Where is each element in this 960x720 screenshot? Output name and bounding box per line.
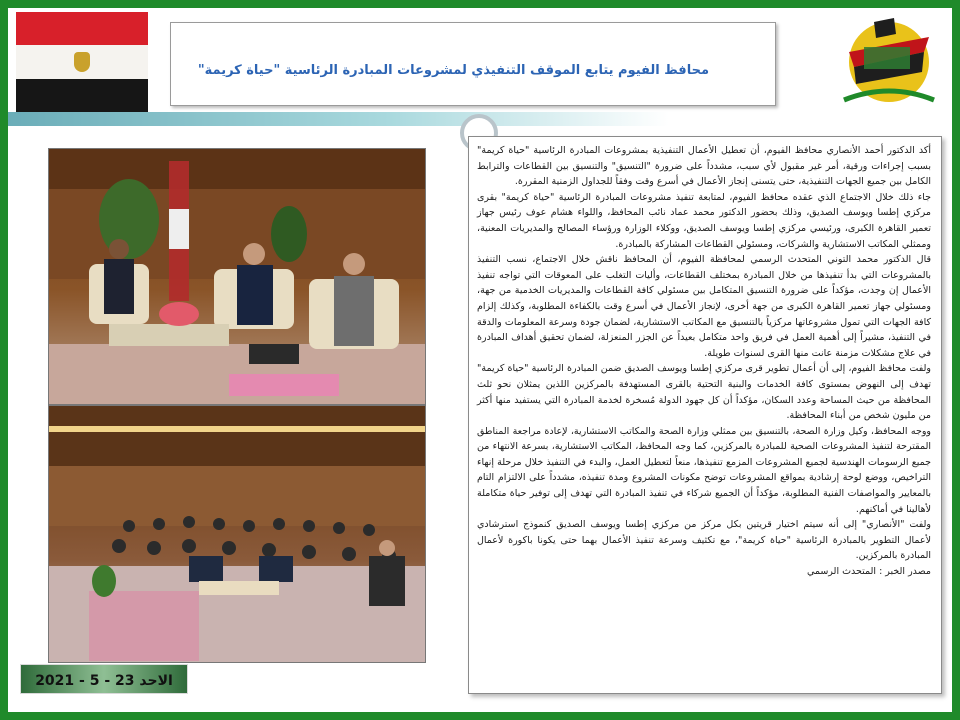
article-paragraph: ولفت "الأنصاري" إلى أنه سيتم اختيار قريتين بكل مركز من مركزي إطسا ويوسف الصديق كنموذج استرشادي لأعمال التطوير بالمبادرة الرئاسية "حياة كريمة"، مع تكثيف وسرعة تنفيذ الأعمال بهما حتى يكونا باكورة لأعمال المبادرة بالمركزين. [477, 519, 931, 562]
page-frame [8, 8, 952, 712]
audience-scene-icon [49, 406, 425, 662]
date-text: الاحد 23 - 5 - 2021 [35, 673, 173, 689]
article-source: مصدر الخبر : المتحدث الرسمي [806, 566, 931, 578]
audience-photo [48, 405, 426, 663]
meeting-photo [48, 148, 426, 405]
header [8, 8, 952, 126]
page-title: محافظ الفيوم يتابع الموقف التنفيذي لمشروعات المبادرة الرئاسية "حياة كريمة" [197, 63, 709, 78]
date-badge [20, 664, 188, 694]
fayoum-logo-icon [834, 12, 940, 112]
article-paragraph: جاء ذلك خلال الاجتماع الذي عقده محافظ الفيوم، لمتابعة تنفيذ مشروعات المبادرة الرئاسية "حياة كريمة" بقرى مركزي إطسا ويوسف الصديق، وذلك بحضور الدكتور محمد عماد نائب المحافظ، واللواء هشام عوف رئيس جهاز تعمير القاهرة الكبرى، ورئيسي مركزي إطسا ويوسف الصديق، ووكلاء الوزارة ورؤساء المصالح والمديريات المعنية، وممثلي المكاتب الاستشارية والشركات، ومسئولي القطاعات المشاركة بالمبادرة. [477, 191, 931, 250]
article-paragraph: قال الدكتور محمد التوني المتحدث الرسمي لمحافظة الفيوم، أن المحافظ ناقش خلال الاجتماع، نسب التنفيذ بالمشروعات التي بدأ تنفيذها من خلال المبادرة بمختلف القطاعات، وأليات التغلب على المعوقات التي تواجه تنفيذ الأعمال إن وجدت، مؤكداً على ضرورة التنسيق المتكامل بين مسئولي كافة القطاعات والمديريات الخدمية من جهة، ومسئولي جهاز تعمير القاهرة الكبرى من جهة أخرى، لإنجاز الأعمال في أسرع وقت بالكفاءة المطلوبة، وكذلك إلزام كافة الجهات التي تمول مشروعاتها مركزياً بالتنسيق مع المكاتب الاستشارية، لضمان جودة وسرعة المعلومات والدقة في التنفيذ، مشيراً إلى أهمية العمل في فريق واحد متكامل بعيداً عن الجزر المنعزلة، لضمان تحقيق أهداف المبادرة في علاج مشكلات مزمنة عانت منها القرى لسنوات طويلة. [477, 254, 931, 359]
article-body [468, 136, 942, 694]
eagle-emblem-icon [74, 52, 90, 72]
article-paragraph: ووجه المحافظ، وكيل وزارة الصحة، بالتنسيق بين ممثلي وزارة الصحة والمكاتب الاستشارية، لإعادة مراجعة المناطق المقترحة لتنفيذ المشروعات الصحية للمبادرة بالمركزين، كما وجه المحافظ، المكاتب الاستشارية، بسرعة الانتهاء من جميع الرسومات الهندسية لجميع المشروعات المزمع تنفيذها، منعاً لتعطيل العمل، والبدء في التنفيذ خلال مرحلة إنهاء التراخيص، ووضع لوحة إرشادية بمواقع المشروعات توضح مكونات المشروع ومدة تنفيذه، مشدداً على الالتزام التام بالمعايير والمواصفات الفنية المطلوبة، مؤكداً أن الجميع شركاء في تنفيذ المبادرة التي تهدف إلى توفير حياة متكاملة لأهالينا في أماكنهم. [477, 425, 931, 515]
article-paragraph: أكد الدكتور أحمد الأنصاري محافظ الفيوم، أن تعطيل الأعمال التنفيذية بمشروعات المبادرة الرئاسية "حياة كريمة" بسبب إجراءات ورقية، أمر غير مقبول لأي سبب، مشدداً على ضرورة "التنسيق" والتنسيق بين القطاعات والترابط الكامل بين جميع الجهات التنفيذية، حتى يتسنى إنجاز الأعمال في أسرع وقت وفقاً للجداول الزمنية المقررة. [477, 145, 931, 188]
egypt-flag [16, 12, 148, 112]
meeting-scene-icon [49, 149, 425, 404]
article-paragraph: ولفت محافظ الفيوم، إلى أن أعمال تطوير قرى مركزي إطسا ويوسف الصديق ضمن المبادرة الرئاسية "حياة كريمة" تهدف إلى النهوض بمستوى كافة الخدمات والبنية التحتية بالقرى المستهدفة بالمركزين اللذين يمثلان نحو ثلث المحافظة من حيث المساحة وعدد السكان، مؤكداً أن كل جهود الدولة مُسخرة لخدمة المبادرة التي يستفيد منها أكثر من مليون شخص من أبناء المحافظة. [477, 363, 931, 422]
title-box [170, 22, 776, 106]
